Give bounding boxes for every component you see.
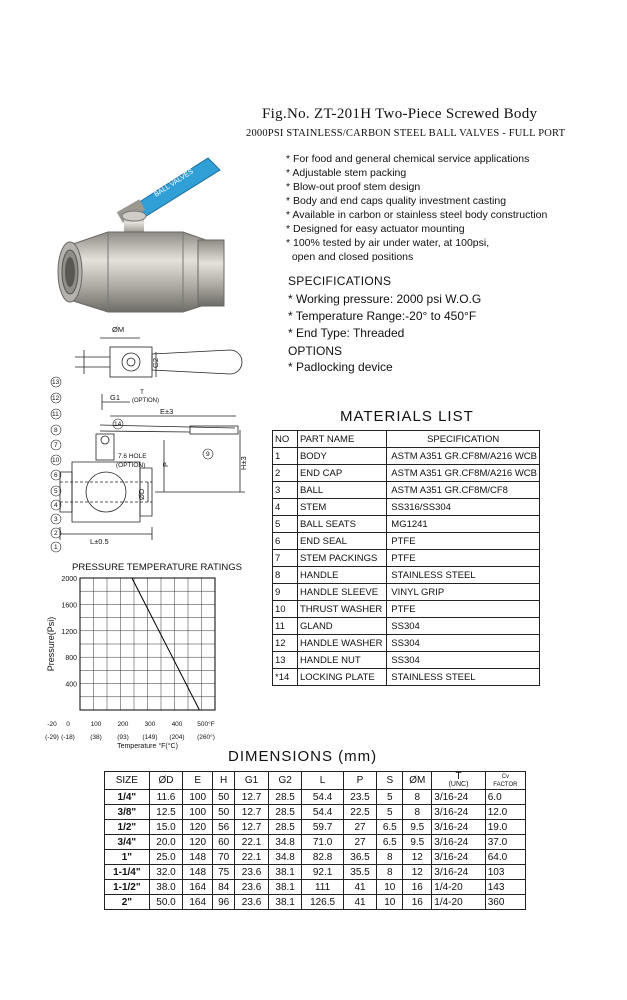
table-cell: 10 [273,601,298,618]
table-cell: 1/4-20 [432,880,485,895]
table-cell: 32.0 [149,865,183,880]
table-cell: 38.1 [268,865,302,880]
table-cell: 103 [485,865,525,880]
table-cell: *14 [273,669,298,686]
table-cell: 12.5 [149,805,183,820]
table-cell: THRUST WASHER [297,601,386,618]
table-cell: 34.8 [268,835,302,850]
table-cell: 2 [273,465,298,482]
column-header: T (UNC) [432,772,485,790]
table-cell: 3/16-24 [432,865,485,880]
feature-item: * 100% tested by air under water, at 100psi, [286,237,490,249]
feature-item: * Body and end caps quality investment casting [286,195,507,207]
table-cell: 4 [273,499,298,516]
svg-text:13: 13 [52,379,60,386]
table-cell: 34.8 [268,850,302,865]
table-cell: 120 [183,835,213,850]
specifications-list [288,291,481,342]
table-cell: 50.0 [149,895,183,910]
option-item: * Padlocking device [288,360,393,374]
table-cell: 3/4" [105,835,150,850]
table-cell: 164 [183,880,213,895]
table-cell: 12 [403,865,432,880]
table-cell: 100 [183,790,213,805]
svg-text:12: 12 [52,395,60,402]
table-cell: 28.5 [268,820,302,835]
label-g1: G1 [110,393,121,402]
table-cell: 28.5 [268,805,302,820]
table-cell: 41 [343,895,377,910]
table-cell: ASTM A351 GR.CF8M/A216 WCB [387,465,540,482]
label-e: E±3 [160,407,174,416]
table-row [105,865,526,880]
table-cell: 8 [377,865,403,880]
table-cell: BALL [297,482,386,499]
table-cell: 1 [273,448,298,465]
table-cell: 75 [213,865,235,880]
table-cell: 54.4 [302,790,343,805]
top-view-body [110,347,152,377]
y-tick-label: 400 [65,681,77,689]
table-cell: 9.5 [403,835,432,850]
table-cell: 12.7 [235,805,269,820]
table-cell: 143 [485,880,525,895]
table-row [273,516,540,533]
table-cell: 60 [213,835,235,850]
table-row [273,499,540,516]
svg-text:8: 8 [54,427,58,434]
table-cell: 3/16-24 [432,805,485,820]
x-tick-label: 300 [144,721,156,728]
valve-photo [48,150,263,330]
x-tick-label-celsius: (38) [90,734,102,741]
column-header: SIZE [105,772,150,790]
x-axis-label: Temperature °F(°C) [117,743,178,750]
x-tick-label-celsius: (260°) [197,734,215,741]
table-cell: 5 [377,805,403,820]
table-header-row [273,431,540,448]
table-cell: 22.5 [343,805,377,820]
table-cell: PTFE [387,533,540,550]
table-cell: STEM [297,499,386,516]
table-cell: 9 [273,584,298,601]
table-cell: 8 [377,850,403,865]
table-cell: 360 [485,895,525,910]
materials-table [272,430,540,686]
table-cell: 3/16-24 [432,850,485,865]
table-row [105,895,526,910]
spec-item: * Temperature Range:-20° to 450°F [288,309,477,323]
table-cell: 11.6 [149,790,183,805]
table-cell: 38.1 [268,880,302,895]
table-cell: 28.5 [268,790,302,805]
table-cell: 3/8" [105,805,150,820]
table-cell: END CAP [297,465,386,482]
table-cell: 84 [213,880,235,895]
specifications-heading: SPECIFICATIONS [288,274,392,288]
column-header: H [213,772,235,790]
table-cell: ASTM A351 GR.CF8M/CF8 [387,482,540,499]
dimensions-title: DIMENSIONS (mm) [228,748,378,765]
x-tick-label-celsius: (-18) [61,734,75,741]
table-cell: 19.0 [485,820,525,835]
table-row [105,850,526,865]
pressure-temperature-chart [40,570,240,750]
table-cell: 23.6 [235,895,269,910]
table-cell: 1/4" [105,790,150,805]
table-row [273,669,540,686]
table-row [273,550,540,567]
table-cell: 25.0 [149,850,183,865]
column-header: L [302,772,343,790]
table-cell: 120 [183,820,213,835]
table-cell: 35.5 [343,865,377,880]
table-cell: 8 [403,790,432,805]
table-cell: 13 [273,652,298,669]
table-cell: 5 [377,790,403,805]
column-header: Cv FACTOR [485,772,525,790]
svg-text:3: 3 [54,516,58,523]
table-cell: 148 [183,850,213,865]
table-cell: 38.0 [149,880,183,895]
table-cell: 3/16-24 [432,820,485,835]
table-cell: 6 [273,533,298,550]
table-cell: 22.1 [235,835,269,850]
options-list [288,360,393,374]
document-subtitle: 2000PSI STAINLESS/CARBON STEEL BALL VALVES - FULL PORT [246,128,566,139]
column-header: NO [273,431,298,448]
table-cell: BALL SEATS [297,516,386,533]
table-row [105,820,526,835]
svg-text:14: 14 [114,421,122,428]
table-cell: 15.0 [149,820,183,835]
table-cell: SS304 [387,635,540,652]
label-dim-m: ØM [112,325,125,334]
table-cell: STAINLESS STEEL [387,669,540,686]
table-cell: 1-1/4" [105,865,150,880]
x-tick-label-celsius: (149) [142,734,158,741]
table-cell: 23.5 [343,790,377,805]
column-header: G2 [268,772,302,790]
table-cell: 20.0 [149,835,183,850]
feature-list [286,152,547,264]
column-header: PART NAME [297,431,386,448]
table-cell: HANDLE WASHER [297,635,386,652]
label-g2: G2 [151,357,160,368]
table-cell: 3 [273,482,298,499]
y-tick-label: 1600 [61,602,77,610]
table-row [273,618,540,635]
table-cell: 3/16-24 [432,835,485,850]
table-cell: 41 [343,880,377,895]
table-cell: 56 [213,820,235,835]
handle-label: BALL VALVES [153,168,195,199]
y-tick-label: 800 [65,655,77,663]
table-cell: 5 [273,516,298,533]
svg-text:10: 10 [52,457,60,464]
table-cell: 3/16-24 [432,790,485,805]
y-axis-label: Pressure(Psi) [46,616,56,672]
table-cell: 12 [403,850,432,865]
table-cell: 111 [302,880,343,895]
table-row [273,635,540,652]
table-cell: BODY [297,448,386,465]
chart-title: PRESSURE TEMPERATURE RATINGS [72,562,242,573]
table-cell: 2" [105,895,150,910]
document-title: Fig.No. ZT-201H Two-Piece Screwed Body [262,106,538,122]
table-cell: VINYL GRIP [387,584,540,601]
feature-item: * Blow-out proof stem design [286,181,421,193]
table-cell: 12.7 [235,790,269,805]
label-d: ØD [137,488,146,500]
table-cell: 37.0 [485,835,525,850]
table-row [273,601,540,618]
table-row [273,584,540,601]
column-header: ØM [403,772,432,790]
label-t-option: (OPTION) [132,398,159,404]
table-row [273,567,540,584]
x-tick-label-celsius: (204) [169,734,185,741]
table-cell: 23.6 [235,880,269,895]
column-header: E [183,772,213,790]
table-cell: 8 [403,805,432,820]
y-tick-label: 1200 [61,628,77,636]
table-cell: 23.6 [235,865,269,880]
table-cell: 54.4 [302,805,343,820]
column-header: P [343,772,377,790]
table-cell: 6.0 [485,790,525,805]
feature-item: open and closed positions [286,251,414,263]
table-cell: 164 [183,895,213,910]
label-h: H±3 [239,456,248,470]
feature-item: * Adjustable stem packing [286,167,407,179]
svg-text:1: 1 [54,544,58,551]
svg-text:7: 7 [54,442,58,449]
svg-text:5: 5 [54,488,58,495]
x-tick-label-celsius: (93) [117,734,129,741]
options-heading: OPTIONS [288,344,343,358]
table-cell: 70 [213,850,235,865]
table-row [273,465,540,482]
spec-item: * Working pressure: 2000 psi W.O.G [288,292,482,306]
table-cell: 12.7 [235,820,269,835]
table-cell: 64.0 [485,850,525,865]
table-row [105,880,526,895]
table-cell: STEM PACKINGS [297,550,386,567]
table-cell: PTFE [387,601,540,618]
table-cell: 8 [273,567,298,584]
label-t: T [140,389,144,396]
svg-text:2: 2 [54,530,58,537]
label-hole-option: (OPTION) [116,462,146,469]
svg-text:9: 9 [206,451,210,458]
x-tick-label-celsius: (-29) [45,734,59,741]
table-cell: 27 [343,820,377,835]
svg-text:11: 11 [52,411,59,418]
table-cell: 10 [377,895,403,910]
table-cell: 71.0 [302,835,343,850]
dimensions-table [104,771,526,910]
spec-item: * End Type: Threaded [288,326,405,340]
table-cell: 82.8 [302,850,343,865]
table-cell: 6.5 [377,835,403,850]
table-row [273,482,540,499]
table-row [105,790,526,805]
table-cell: 27 [343,835,377,850]
table-cell: MG1241 [387,516,540,533]
x-tick-label: -20 [47,721,57,728]
table-cell: END SEAL [297,533,386,550]
x-tick-label: 400 [171,721,183,728]
table-cell: GLAND [297,618,386,635]
column-header: SPECIFICATION [387,431,540,448]
svg-text:4: 4 [54,502,58,509]
feature-item: * Designed for easy actuator mounting [286,223,465,235]
technical-drawing [40,322,265,551]
table-row [105,805,526,820]
table-cell: SS304 [387,652,540,669]
table-cell: 10 [377,880,403,895]
table-cell: HANDLE SLEEVE [297,584,386,601]
y-tick-label: 2000 [61,576,77,583]
table-cell: 50 [213,790,235,805]
table-cell: 148 [183,865,213,880]
table-cell: 50 [213,805,235,820]
table-cell: STAINLESS STEEL [387,567,540,584]
table-cell: LOCKING PLATE [297,669,386,686]
svg-text:6: 6 [54,472,58,479]
table-row [105,835,526,850]
table-cell: 1" [105,850,150,865]
table-cell: 1/2" [105,820,150,835]
table-cell: 59.7 [302,820,343,835]
table-cell: 16 [403,880,432,895]
column-header: G1 [235,772,269,790]
table-cell: 38.1 [268,895,302,910]
x-tick-label: 500°F [197,721,215,728]
table-cell: 22.1 [235,850,269,865]
table-header-row [105,772,526,790]
table-cell: 16 [403,895,432,910]
x-tick-label: 200 [117,721,129,728]
column-header: ØD [149,772,183,790]
feature-item: * For food and general chemical service applications [286,153,530,165]
table-cell: 96 [213,895,235,910]
label-p: P [161,461,170,467]
table-cell: 12.0 [485,805,525,820]
table-cell: 6.5 [377,820,403,835]
x-tick-label: 0 [66,721,70,728]
table-cell: ASTM A351 GR.CF8M/A216 WCB [387,448,540,465]
table-cell: 9.5 [403,820,432,835]
feature-item: * Available in carbon or stainless steel body construction [286,209,548,221]
table-cell: 92.1 [302,865,343,880]
table-cell: SS304 [387,618,540,635]
table-cell: 126.5 [302,895,343,910]
materials-title: MATERIALS LIST [340,408,474,425]
table-cell: HANDLE [297,567,386,584]
table-cell: PTFE [387,550,540,567]
table-row [273,533,540,550]
column-header: S [377,772,403,790]
table-cell: HANDLE NUT [297,652,386,669]
label-l: L±0.5 [90,537,109,546]
table-cell: 1-1/2" [105,880,150,895]
table-cell: SS316/SS304 [387,499,540,516]
x-tick-label: 100 [90,721,102,728]
table-cell: 100 [183,805,213,820]
table-cell: 12 [273,635,298,652]
table-cell: 36.5 [343,850,377,865]
table-cell: 7 [273,550,298,567]
table-row [273,448,540,465]
label-hole: 7.6 HOLE [118,453,147,460]
table-row [273,652,540,669]
table-cell: 11 [273,618,298,635]
table-cell: 1/4-20 [432,895,485,910]
